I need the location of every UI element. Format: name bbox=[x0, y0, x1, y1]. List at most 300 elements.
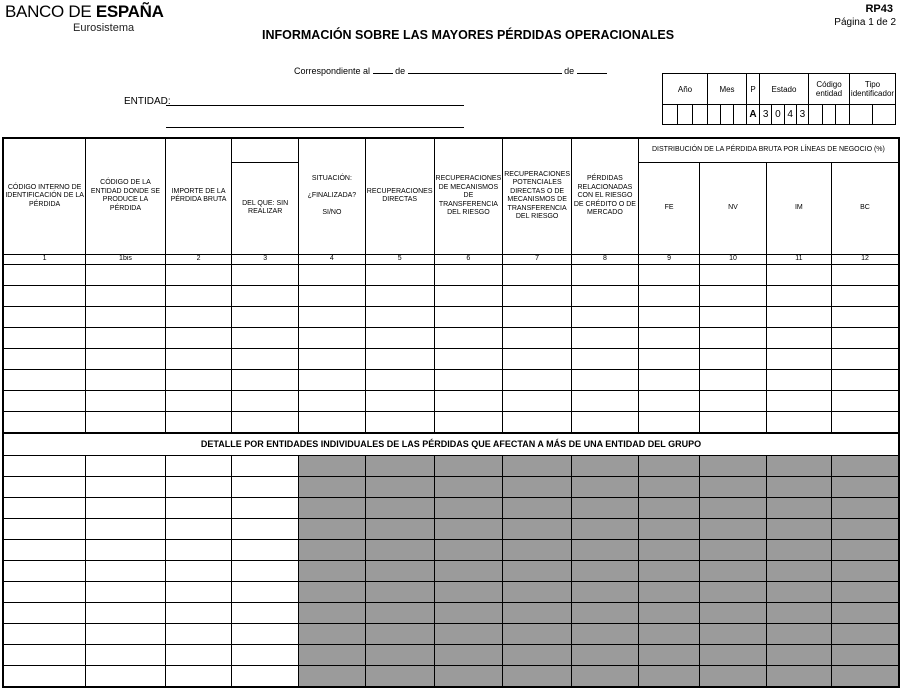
entry-cell[interactable] bbox=[766, 306, 831, 327]
ano-cell[interactable] bbox=[693, 105, 708, 125]
header-perdidas-riesgo: PÉRDIDAS RELACIONADAS CON EL RIESGO DE CRÉDITO O DE MERCADO bbox=[571, 138, 638, 254]
estado-cell: 4 bbox=[784, 105, 796, 125]
shaded-cell bbox=[571, 476, 638, 497]
shaded-cell bbox=[571, 644, 638, 665]
shaded-cell bbox=[434, 581, 503, 602]
entry-cell[interactable] bbox=[86, 306, 166, 327]
entry-cell[interactable] bbox=[700, 390, 766, 411]
entry-cell[interactable] bbox=[86, 665, 166, 687]
table-row bbox=[3, 327, 899, 348]
codigo-cell[interactable] bbox=[822, 105, 836, 125]
entry-cell[interactable] bbox=[766, 369, 831, 390]
table-row bbox=[3, 602, 899, 623]
shaded-cell bbox=[365, 581, 434, 602]
column-number: 10 bbox=[700, 254, 766, 264]
table-row bbox=[3, 455, 899, 476]
page-title: INFORMACIÓN SOBRE LAS MAYORES PÉRDIDAS OPERACIONALES bbox=[262, 28, 675, 42]
entry-cell[interactable] bbox=[766, 411, 831, 433]
entry-cell[interactable] bbox=[638, 285, 699, 306]
entry-cell[interactable] bbox=[232, 348, 299, 369]
entry-cell[interactable] bbox=[232, 539, 299, 560]
entry-cell[interactable] bbox=[571, 285, 638, 306]
entry-cell[interactable] bbox=[503, 411, 572, 433]
entry-cell[interactable] bbox=[638, 411, 699, 433]
entry-cell[interactable] bbox=[232, 369, 299, 390]
entry-cell[interactable] bbox=[165, 264, 232, 285]
period-field-1[interactable] bbox=[373, 64, 393, 74]
entry-cell[interactable] bbox=[571, 369, 638, 390]
column-number: 2 bbox=[165, 254, 232, 264]
shaded-cell bbox=[298, 560, 365, 581]
table-row bbox=[3, 581, 899, 602]
entry-cell[interactable] bbox=[165, 327, 232, 348]
entry-cell[interactable] bbox=[232, 560, 299, 581]
entry-cell[interactable] bbox=[165, 644, 232, 665]
entry-cell[interactable] bbox=[571, 327, 638, 348]
shaded-cell bbox=[503, 623, 572, 644]
ano-cell[interactable] bbox=[663, 105, 678, 125]
shaded-cell bbox=[365, 623, 434, 644]
entry-cell[interactable] bbox=[832, 369, 899, 390]
entry-cell[interactable] bbox=[503, 285, 572, 306]
shaded-cell bbox=[766, 581, 831, 602]
column-number: 1bis bbox=[86, 254, 166, 264]
entry-cell[interactable] bbox=[700, 285, 766, 306]
shaded-cell bbox=[434, 539, 503, 560]
shaded-cell bbox=[571, 665, 638, 687]
entry-cell[interactable] bbox=[86, 455, 166, 476]
shaded-cell bbox=[298, 623, 365, 644]
entry-cell[interactable] bbox=[571, 411, 638, 433]
period-field-2[interactable] bbox=[408, 64, 562, 74]
entry-cell[interactable] bbox=[832, 306, 899, 327]
entry-cell[interactable] bbox=[298, 306, 365, 327]
entry-cell[interactable] bbox=[434, 264, 503, 285]
shaded-cell bbox=[766, 665, 831, 687]
entry-cell[interactable] bbox=[86, 369, 166, 390]
entry-cell[interactable] bbox=[832, 390, 899, 411]
entry-cell[interactable] bbox=[503, 348, 572, 369]
entry-cell[interactable] bbox=[700, 411, 766, 433]
entry-cell[interactable] bbox=[3, 390, 86, 411]
shaded-cell bbox=[571, 602, 638, 623]
entry-cell[interactable] bbox=[232, 455, 299, 476]
entry-cell[interactable] bbox=[3, 476, 86, 497]
entry-cell[interactable] bbox=[766, 327, 831, 348]
shaded-cell bbox=[832, 497, 899, 518]
shaded-cell bbox=[503, 518, 572, 539]
entry-cell[interactable] bbox=[86, 539, 166, 560]
entry-cell[interactable] bbox=[165, 369, 232, 390]
entry-cell[interactable] bbox=[365, 285, 434, 306]
codigo-cell[interactable] bbox=[809, 105, 823, 125]
shaded-cell bbox=[434, 560, 503, 581]
entry-cell[interactable] bbox=[766, 348, 831, 369]
shaded-cell bbox=[434, 518, 503, 539]
shaded-cell bbox=[766, 518, 831, 539]
table-row bbox=[3, 285, 899, 306]
entry-cell[interactable] bbox=[638, 306, 699, 327]
header-bc: BC bbox=[832, 162, 899, 254]
entry-cell[interactable] bbox=[86, 476, 166, 497]
losses-table bbox=[2, 137, 900, 688]
entry-cell[interactable] bbox=[434, 327, 503, 348]
estado-cell: 0 bbox=[772, 105, 784, 125]
entry-cell[interactable] bbox=[3, 518, 86, 539]
entry-cell[interactable] bbox=[638, 369, 699, 390]
entry-cell[interactable] bbox=[232, 581, 299, 602]
entry-cell[interactable] bbox=[434, 306, 503, 327]
entry-cell[interactable] bbox=[298, 285, 365, 306]
entry-cell[interactable] bbox=[434, 390, 503, 411]
shaded-cell bbox=[298, 518, 365, 539]
entry-cell[interactable] bbox=[832, 264, 899, 285]
shaded-cell bbox=[832, 560, 899, 581]
shaded-cell bbox=[571, 518, 638, 539]
shaded-cell bbox=[766, 623, 831, 644]
shaded-cell bbox=[766, 497, 831, 518]
estado-cell: 3 bbox=[796, 105, 808, 125]
entry-cell[interactable] bbox=[3, 306, 86, 327]
entry-cell[interactable] bbox=[503, 306, 572, 327]
shaded-cell bbox=[503, 476, 572, 497]
shaded-cell bbox=[434, 455, 503, 476]
shaded-cell bbox=[766, 476, 831, 497]
entry-cell[interactable] bbox=[638, 348, 699, 369]
header-codigo-entidad: CÓDIGO DE LA ENTIDAD DONDE SE PRODUCE LA PÉRDIDA bbox=[86, 138, 166, 254]
column-number: 12 bbox=[832, 254, 899, 264]
situacion-label: SITUACIÓN: bbox=[311, 175, 352, 182]
entry-cell[interactable] bbox=[165, 581, 232, 602]
entry-cell[interactable] bbox=[165, 497, 232, 518]
shaded-cell bbox=[434, 497, 503, 518]
column-number-row bbox=[3, 254, 899, 264]
shaded-cell bbox=[766, 602, 831, 623]
entry-cell[interactable] bbox=[298, 390, 365, 411]
entry-cell[interactable] bbox=[3, 411, 86, 433]
entry-cell[interactable] bbox=[503, 264, 572, 285]
meta-mes: Mes bbox=[708, 74, 747, 105]
entry-cell[interactable] bbox=[571, 348, 638, 369]
shaded-cell bbox=[700, 623, 766, 644]
entry-cell[interactable] bbox=[571, 390, 638, 411]
entry-cell[interactable] bbox=[232, 476, 299, 497]
entry-cell[interactable] bbox=[638, 390, 699, 411]
entry-cell[interactable] bbox=[3, 602, 86, 623]
entry-cell[interactable] bbox=[571, 264, 638, 285]
entity-field-line-1[interactable] bbox=[166, 105, 464, 106]
shaded-cell bbox=[503, 581, 572, 602]
entry-cell[interactable] bbox=[298, 348, 365, 369]
entry-cell[interactable] bbox=[700, 264, 766, 285]
header-importe-bruta: IMPORTE DE LA PÉRDIDA BRUTA bbox=[165, 138, 232, 254]
shaded-cell bbox=[638, 623, 699, 644]
entry-cell[interactable] bbox=[232, 623, 299, 644]
shaded-cell bbox=[766, 539, 831, 560]
entry-cell[interactable] bbox=[434, 348, 503, 369]
entry-cell[interactable] bbox=[365, 390, 434, 411]
shaded-cell bbox=[571, 581, 638, 602]
column-number: 11 bbox=[766, 254, 831, 264]
entry-cell[interactable] bbox=[165, 623, 232, 644]
shaded-cell bbox=[298, 644, 365, 665]
entry-cell[interactable] bbox=[3, 560, 86, 581]
entry-cell[interactable] bbox=[165, 306, 232, 327]
shaded-cell bbox=[298, 581, 365, 602]
table-row bbox=[3, 665, 899, 687]
shaded-cell bbox=[571, 623, 638, 644]
shaded-cell bbox=[434, 665, 503, 687]
entry-cell[interactable] bbox=[86, 581, 166, 602]
mes-cell[interactable] bbox=[721, 105, 734, 125]
header-nv: NV bbox=[700, 162, 766, 254]
shaded-cell bbox=[638, 518, 699, 539]
entry-cell[interactable] bbox=[365, 411, 434, 433]
entry-cell[interactable] bbox=[832, 348, 899, 369]
period-de-2: de bbox=[564, 66, 575, 76]
shaded-cell bbox=[434, 476, 503, 497]
mes-cell[interactable] bbox=[708, 105, 721, 125]
meta-codigo-entidad: Código entidad bbox=[809, 74, 850, 105]
entry-cell[interactable] bbox=[232, 285, 299, 306]
entry-cell[interactable] bbox=[86, 264, 166, 285]
form-code: RP43 bbox=[865, 3, 893, 15]
shaded-cell bbox=[365, 476, 434, 497]
shaded-cell bbox=[503, 665, 572, 687]
entry-cell[interactable] bbox=[165, 348, 232, 369]
entry-cell[interactable] bbox=[86, 327, 166, 348]
entry-cell[interactable] bbox=[3, 348, 86, 369]
logo-subtitle: Eurosistema bbox=[73, 22, 135, 34]
shaded-cell bbox=[298, 476, 365, 497]
entry-cell[interactable] bbox=[232, 602, 299, 623]
entity-field-line-2[interactable] bbox=[166, 127, 464, 128]
tipo-cell[interactable] bbox=[873, 105, 896, 125]
entry-cell[interactable] bbox=[232, 411, 299, 433]
ano-cell[interactable] bbox=[678, 105, 693, 125]
column-number: 7 bbox=[503, 254, 572, 264]
shaded-cell bbox=[700, 560, 766, 581]
entry-cell[interactable] bbox=[365, 327, 434, 348]
entry-cell[interactable] bbox=[298, 369, 365, 390]
header-situacion bbox=[298, 138, 365, 254]
entry-cell[interactable] bbox=[3, 497, 86, 518]
shaded-cell bbox=[700, 644, 766, 665]
entry-cell[interactable] bbox=[86, 644, 166, 665]
shaded-cell bbox=[365, 518, 434, 539]
entry-cell[interactable] bbox=[3, 665, 86, 687]
column-number: 9 bbox=[638, 254, 699, 264]
entry-cell[interactable] bbox=[571, 306, 638, 327]
entry-cell[interactable] bbox=[3, 455, 86, 476]
shaded-cell bbox=[638, 560, 699, 581]
entry-cell[interactable] bbox=[503, 369, 572, 390]
entry-cell[interactable] bbox=[365, 369, 434, 390]
header-meta-table bbox=[662, 73, 896, 125]
entry-cell[interactable] bbox=[298, 264, 365, 285]
entry-cell[interactable] bbox=[832, 327, 899, 348]
meta-estado: Estado bbox=[760, 74, 809, 105]
si-no-label: SI/NO bbox=[322, 209, 342, 216]
entry-cell[interactable] bbox=[832, 411, 899, 433]
entry-cell[interactable] bbox=[700, 306, 766, 327]
shaded-cell bbox=[832, 623, 899, 644]
header-distribucion: DISTRIBUCIÓN DE LA PÉRDIDA BRUTA POR LÍNEAS DE NEGOCIO (%) bbox=[638, 138, 899, 162]
shaded-cell bbox=[503, 560, 572, 581]
entry-cell[interactable] bbox=[298, 411, 365, 433]
shaded-cell bbox=[365, 560, 434, 581]
entry-cell[interactable] bbox=[232, 306, 299, 327]
entry-cell[interactable] bbox=[3, 539, 86, 560]
header-fe: FE bbox=[638, 162, 699, 254]
finalizada-label: ¿FINALIZADA? bbox=[307, 192, 357, 199]
entry-cell[interactable] bbox=[503, 327, 572, 348]
shaded-cell bbox=[503, 455, 572, 476]
shaded-cell bbox=[503, 539, 572, 560]
shaded-cell bbox=[832, 602, 899, 623]
entry-cell[interactable] bbox=[365, 348, 434, 369]
shaded-cell bbox=[700, 602, 766, 623]
entry-cell[interactable] bbox=[86, 497, 166, 518]
entry-cell[interactable] bbox=[86, 348, 166, 369]
header-recuperaciones-mecanismos: RECUPERACIONES DE MECANISMOS DE TRANSFERENCIA DEL RIESGO bbox=[434, 138, 503, 254]
entry-cell[interactable] bbox=[700, 327, 766, 348]
entry-cell[interactable] bbox=[86, 285, 166, 306]
entry-cell[interactable] bbox=[766, 390, 831, 411]
entry-cell[interactable] bbox=[766, 264, 831, 285]
entry-cell[interactable] bbox=[165, 602, 232, 623]
entry-cell[interactable] bbox=[232, 518, 299, 539]
entry-cell[interactable] bbox=[638, 264, 699, 285]
entry-cell[interactable] bbox=[298, 327, 365, 348]
entry-cell[interactable] bbox=[766, 285, 831, 306]
entry-cell[interactable] bbox=[434, 369, 503, 390]
entry-cell[interactable] bbox=[434, 411, 503, 433]
entry-cell[interactable] bbox=[3, 285, 86, 306]
entry-cell[interactable] bbox=[365, 306, 434, 327]
shaded-cell bbox=[700, 455, 766, 476]
shaded-cell bbox=[365, 455, 434, 476]
table-row bbox=[3, 623, 899, 644]
entry-cell[interactable] bbox=[832, 285, 899, 306]
shaded-cell bbox=[571, 497, 638, 518]
shaded-cell bbox=[700, 581, 766, 602]
column-number: 4 bbox=[298, 254, 365, 264]
column-number: 3 bbox=[232, 254, 299, 264]
entry-cell[interactable] bbox=[165, 285, 232, 306]
entry-cell[interactable] bbox=[165, 560, 232, 581]
shaded-cell bbox=[638, 497, 699, 518]
shaded-cell bbox=[638, 644, 699, 665]
header-recuperaciones-potenciales: RECUPERACIONES POTENCIALES DIRECTAS O DE MECANISMOS DE TRANSFERENCIA DEL RIESGO bbox=[503, 138, 572, 254]
mes-cell[interactable] bbox=[734, 105, 747, 125]
header-im: IM bbox=[766, 162, 831, 254]
shaded-cell bbox=[571, 539, 638, 560]
shaded-cell bbox=[638, 665, 699, 687]
entry-cell[interactable] bbox=[86, 623, 166, 644]
shaded-cell bbox=[638, 455, 699, 476]
entry-cell[interactable] bbox=[165, 390, 232, 411]
entry-cell[interactable] bbox=[86, 411, 166, 433]
shaded-cell bbox=[298, 539, 365, 560]
entry-cell[interactable] bbox=[3, 327, 86, 348]
shaded-cell bbox=[365, 497, 434, 518]
entry-cell[interactable] bbox=[365, 264, 434, 285]
table-row bbox=[3, 306, 899, 327]
estado-cell: 3 bbox=[760, 105, 772, 125]
logo-text-2: ESPAÑA bbox=[95, 2, 164, 21]
page-indicator: Página 1 de 2 bbox=[834, 17, 896, 28]
meta-p: P bbox=[747, 74, 760, 105]
estado-cell-a: A bbox=[747, 105, 760, 125]
tipo-cell[interactable] bbox=[850, 105, 873, 125]
codigo-cell[interactable] bbox=[836, 105, 850, 125]
shaded-cell bbox=[434, 623, 503, 644]
entry-cell[interactable] bbox=[86, 518, 166, 539]
table-row bbox=[3, 497, 899, 518]
entry-cell[interactable] bbox=[3, 623, 86, 644]
entry-cell[interactable] bbox=[165, 476, 232, 497]
entry-cell[interactable] bbox=[165, 518, 232, 539]
entry-cell[interactable] bbox=[232, 390, 299, 411]
entry-cell[interactable] bbox=[232, 665, 299, 687]
table-row bbox=[3, 390, 899, 411]
table-row bbox=[3, 348, 899, 369]
shaded-cell bbox=[365, 644, 434, 665]
table-row bbox=[3, 476, 899, 497]
entry-cell[interactable] bbox=[165, 411, 232, 433]
entry-cell[interactable] bbox=[232, 644, 299, 665]
meta-tipo-identificador: Tipo identificador bbox=[850, 74, 896, 105]
shaded-cell bbox=[298, 665, 365, 687]
entry-cell[interactable] bbox=[232, 327, 299, 348]
entry-cell[interactable] bbox=[86, 602, 166, 623]
entry-cell[interactable] bbox=[165, 455, 232, 476]
entry-cell[interactable] bbox=[165, 665, 232, 687]
entry-cell[interactable] bbox=[700, 348, 766, 369]
entry-cell[interactable] bbox=[165, 539, 232, 560]
column-number: 5 bbox=[365, 254, 434, 264]
period-field-3[interactable] bbox=[577, 64, 607, 74]
shaded-cell bbox=[832, 539, 899, 560]
entry-cell[interactable] bbox=[3, 644, 86, 665]
shaded-cell bbox=[766, 560, 831, 581]
shaded-cell bbox=[571, 560, 638, 581]
entry-cell[interactable] bbox=[86, 560, 166, 581]
entry-cell[interactable] bbox=[232, 264, 299, 285]
table-row bbox=[3, 644, 899, 665]
entry-cell[interactable] bbox=[638, 327, 699, 348]
entry-cell[interactable] bbox=[434, 285, 503, 306]
shaded-cell bbox=[832, 455, 899, 476]
shaded-cell bbox=[298, 497, 365, 518]
column-number: 6 bbox=[434, 254, 503, 264]
entry-cell[interactable] bbox=[86, 390, 166, 411]
entry-cell[interactable] bbox=[3, 264, 86, 285]
shaded-cell bbox=[638, 539, 699, 560]
header-blank bbox=[232, 138, 299, 162]
table-row bbox=[3, 560, 899, 581]
entry-cell[interactable] bbox=[232, 497, 299, 518]
entry-cell[interactable] bbox=[503, 390, 572, 411]
entry-cell[interactable] bbox=[3, 369, 86, 390]
shaded-cell bbox=[298, 455, 365, 476]
period-de-1: de bbox=[395, 66, 406, 76]
entry-cell[interactable] bbox=[3, 581, 86, 602]
entry-cell[interactable] bbox=[700, 369, 766, 390]
shaded-cell bbox=[700, 476, 766, 497]
shaded-cell bbox=[638, 581, 699, 602]
